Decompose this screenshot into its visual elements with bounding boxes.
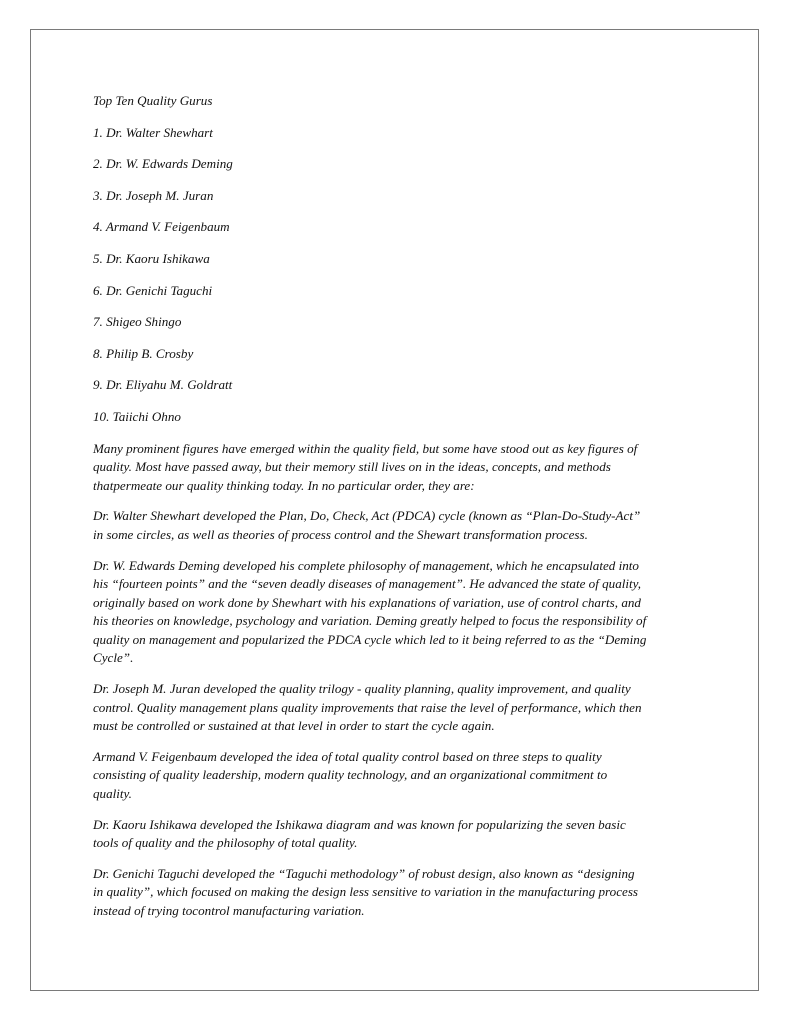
list-item: 7. Shigeo Shingo xyxy=(93,314,182,330)
paragraph-line: Armand V. Feigenbaum developed the idea of total quality control based on three steps to quality xyxy=(93,748,602,764)
paragraph-line: tools of quality and the philosophy of total quality. xyxy=(93,835,358,851)
paragraph-line: consisting of quality leadership, modern quality technology, and an organizational commitment to xyxy=(93,767,608,783)
paragraph-line: control. Quality management plans quality improvements that raise the level of performance, which then xyxy=(93,699,642,715)
paragraph-line: quality. xyxy=(93,786,132,802)
list-item: 1. Dr. Walter Shewhart xyxy=(93,124,213,140)
paragraph-line: in quality”, which focused on making the design less sensitive to variation in the manufacturing process xyxy=(93,884,639,900)
list-item: 9. Dr. Eliyahu M. Goldratt xyxy=(93,377,233,393)
paragraph-line: quality on management and popularized the PDCA cycle which led to it being referred to as the “Deming xyxy=(93,631,647,647)
list-item: 2. Dr. W. Edwards Deming xyxy=(93,156,233,172)
taguchi-paragraph xyxy=(93,865,699,921)
paragraph-line: Dr. Genichi Taguchi developed the “Taguchi methodology” of robust design, also known as “designing xyxy=(93,865,635,881)
paragraph-line: quality. Most have passed away, but their memory still lives on in the ideas, concepts, and methods xyxy=(93,459,611,475)
list-item: 8. Philip B. Crosby xyxy=(93,345,194,361)
paragraph-line: Dr. Walter Shewhart developed the Plan, Do, Check, Act (PDCA) cycle (known as “Plan-Do-Study-Act” xyxy=(93,508,641,524)
juran-paragraph xyxy=(93,680,699,736)
paragraph-line: Dr. W. Edwards Deming developed his complete philosophy of management, which he encapsulated into xyxy=(93,557,639,573)
paragraph-line: his theories on knowledge, psychology and variation. Deming greatly helped to focus the responsibility of xyxy=(93,613,647,629)
paragraph-line: thatpermeate our quality thinking today. In no particular order, they are: xyxy=(93,477,475,493)
paragraph-line: must be controlled or sustained at that level in order to start the cycle again. xyxy=(93,718,495,734)
list-item: 6. Dr. Genichi Taguchi xyxy=(93,282,213,298)
feigenbaum-paragraph xyxy=(93,748,699,804)
intro-paragraph xyxy=(93,440,699,496)
paragraph-line: Dr. Kaoru Ishikawa developed the Ishikawa diagram and was known for popularizing the seven basic xyxy=(93,816,626,832)
list-item: 5. Dr. Kaoru Ishikawa xyxy=(93,250,210,266)
list-item: 3. Dr. Joseph M. Juran xyxy=(93,187,214,203)
list-item: 10. Taiichi Ohno xyxy=(93,408,181,424)
paragraph-line: originally based on work done by Shewhart with his explanations of variation, use of control charts, and xyxy=(93,594,641,610)
paragraph-line: instead of trying tocontrol manufacturing variation. xyxy=(93,903,365,918)
paragraph-line: his “fourteen points” and the “seven deadly diseases of management”. He advanced the state of quality, xyxy=(93,576,642,592)
paragraph-line: Cycle”. xyxy=(93,650,134,666)
paragraph-line: in some circles, as well as theories of process control and the Shewart transformation process. xyxy=(93,526,588,542)
document-title: Top Ten Quality Gurus xyxy=(93,93,213,108)
deming-paragraph xyxy=(93,557,699,669)
shewhart-paragraph xyxy=(93,507,699,544)
paragraph-line: Many prominent figures have emerged within the quality field, but some have stood out as key figures of xyxy=(93,440,638,456)
document-content xyxy=(93,92,699,933)
paragraph-line: Dr. Joseph M. Juran developed the quality trilogy - quality planning, quality improvement, and quality xyxy=(93,681,631,697)
list-item: 4. Armand V. Feigenbaum xyxy=(93,219,230,235)
ishikawa-paragraph xyxy=(93,816,699,853)
document-page xyxy=(30,29,759,991)
